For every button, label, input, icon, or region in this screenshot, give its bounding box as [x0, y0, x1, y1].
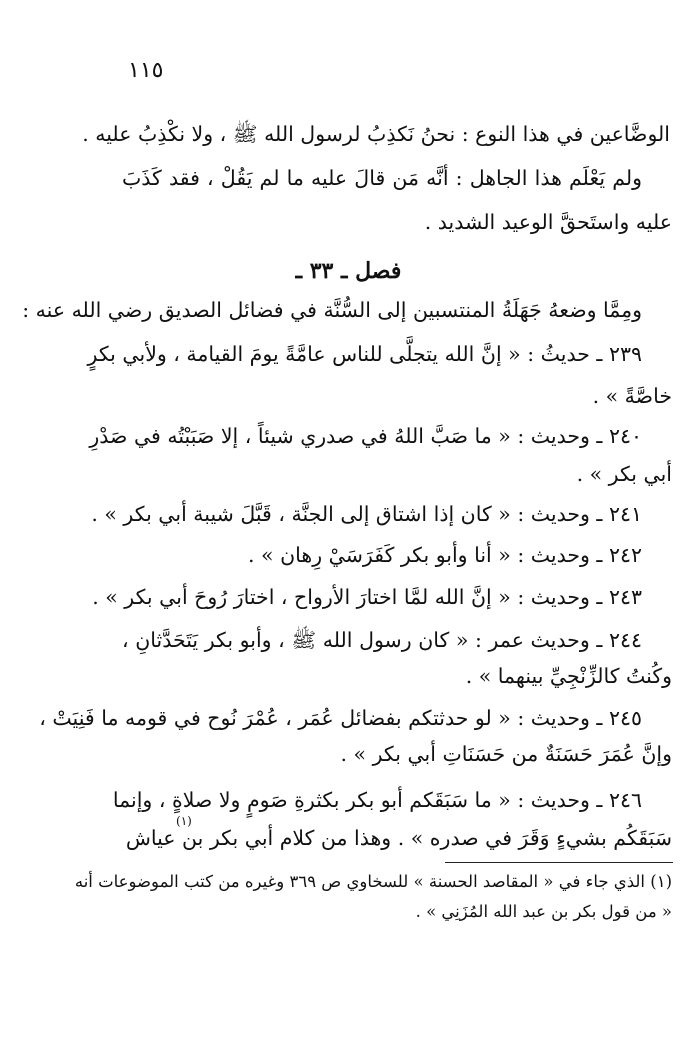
body-line-3: عليه واستَحقَّ الوعيد الشديد . [424, 210, 672, 234]
hadith-242: ٢٤٢ ـ وحديث : « أنا وأبو بكر كَفَرَسَيْ رِهان » . [248, 543, 642, 567]
hadith-239-line-2: خاصَّةً » . [592, 384, 672, 408]
hadith-240-line-2: أبي بكر » . [576, 462, 672, 486]
section-intro: ومِمَّا وضعهُ جَهَلَةُ المنتسبين إلى السُّنَّة في فضائل الصديق رضي الله عنه : [22, 298, 642, 322]
hadith-241: ٢٤١ ـ وحديث : « كان إذا اشتاق إلى الجنَّة ، قَبَّلَ شيبة أبي بكر » . [91, 502, 642, 526]
hadith-246-line-2: سَبَقَكُم بشيءٍ وَقَرَ في صدره » . وهذا من كلام أبي بكر بن عياش [125, 826, 672, 850]
hadith-244-line-2: وكُنتُ كالزِّنْجِيِّ بينهما » . [465, 664, 672, 688]
body-line-1: الوضَّاعين في هذا النوع : نحنُ نَكذِبُ لرسول الله ﷺ ، ولا نكْذِبُ عليه . [82, 122, 670, 146]
hadith-239-line-1: ٢٣٩ ـ حديثُ : « إنَّ الله يتجلَّى للناس عامَّةً يومَ القيامة ، ولأبي بكرٍ [87, 342, 642, 366]
footnote-divider [445, 862, 673, 863]
hadith-245-line-1: ٢٤٥ ـ وحديث : « لو حدثتكم بفضائل عُمَر ، عُمْرَ نُوح في قومه ما فَنِيَتْ ، [39, 706, 642, 730]
footnote-line-2: « من قول بكر بن عبد الله المُزَنِي » . [415, 902, 672, 921]
footnote-marker: (١) [176, 814, 192, 828]
section-heading: فصل ـ ٣٣ ـ [295, 258, 402, 284]
hadith-243: ٢٤٣ ـ وحديث : « إنَّ الله لمَّا اختارَ الأرواح ، اختارَ رُوحَ أبي بكر » . [92, 585, 642, 609]
hadith-240-line-1: ٢٤٠ ـ وحديث : « ما صَبَّ اللهُ في صدري شيئاً ، إلا صَبَبْتُه في صَدْرِ [89, 424, 642, 448]
hadith-245-line-2: وإنَّ عُمَرَ حَسَنَةٌ من حَسَنَاتِ أبي بكر » . [340, 742, 672, 766]
body-line-2: ولم يَعْلَم هذا الجاهل : أنَّه مَن قالَ عليه ما لم يَقُلْ ، فقد كَذَبَ [122, 166, 642, 190]
footnote-line-1: (١) الذي جاء في « المقاصد الحسنة » للسخاوي ص ٣٦٩ وغيره من كتب الموضوعات أنه [74, 872, 672, 891]
hadith-244-line-1: ٢٤٤ ـ وحديث عمر : « كان رسول الله ﷺ ، وأبو بكر يَتَحَدَّثانِ ، [122, 628, 642, 652]
hadith-246-line-1: ٢٤٦ ـ وحديث : « ما سَبَقَكم أبو بكر بكثرةِ صَومٍ ولا صلاةٍ ، وإنما [112, 788, 642, 812]
page-number: ١١٥ [128, 58, 164, 83]
